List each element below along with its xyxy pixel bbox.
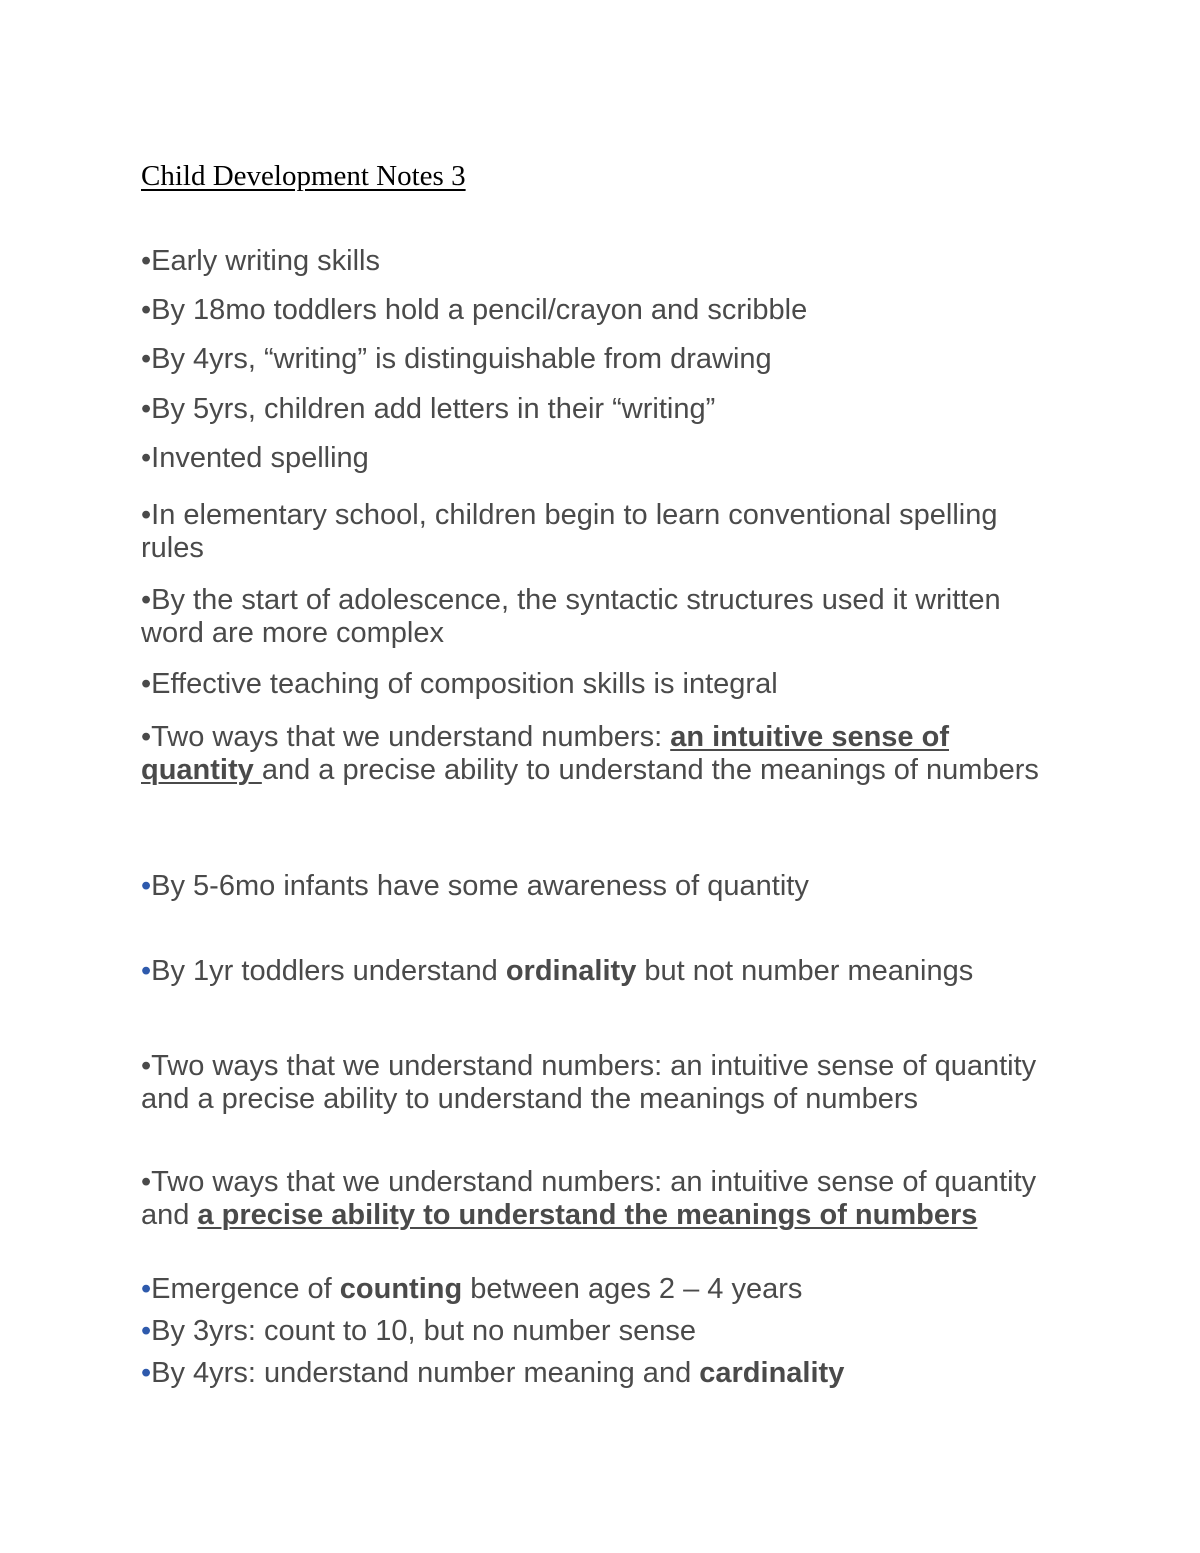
bullet: • [141, 955, 152, 987]
list-item [141, 1050, 1041, 1115]
bullet: • [141, 870, 152, 902]
list-item [141, 721, 1041, 786]
bullet: • [141, 1050, 152, 1082]
list-item [141, 584, 1041, 649]
bullet: • [141, 1357, 152, 1389]
emphasis-text: a precise ability to understand the meanings of numbers [197, 1198, 978, 1231]
item-text: In elementary school, children begin to learn conventional spelling rules [141, 499, 998, 564]
bullet: • [141, 442, 152, 474]
bullet: • [141, 1166, 152, 1198]
bullet: • [141, 584, 152, 616]
emphasis-text: an intuitive sense of quantity [141, 721, 949, 786]
item-text: By 5yrs, children add letters in their “writing” [151, 393, 716, 425]
list-item [141, 1273, 1041, 1306]
item-text: Two ways that we understand numbers: [151, 721, 671, 753]
bullet: • [141, 245, 152, 277]
item-text: but not number meanings [636, 955, 974, 987]
list-item [141, 294, 1041, 327]
item-text: By the start of adolescence, the syntactic structures used it written word are more complex [141, 584, 1001, 649]
item-text: By 4yrs: understand number meaning and [151, 1357, 700, 1389]
list-item [141, 668, 1041, 701]
bullet: • [141, 393, 152, 425]
document-title: Child Development Notes 3 [141, 160, 466, 192]
item-text: Effective teaching of composition skills is integral [151, 668, 778, 700]
item-text: By 4yrs, “writing” is distinguishable from drawing [151, 343, 772, 375]
bullet: • [141, 294, 152, 326]
bullet: • [141, 721, 152, 753]
item-text: By 5-6mo infants have some awareness of quantity [151, 870, 809, 902]
list-item [141, 245, 1041, 278]
list-item [141, 442, 1041, 475]
list-item [141, 1166, 1041, 1231]
item-text: Two ways that we understand numbers: an intuitive sense of quantity and a precise ability to understand the meanings of numbers [141, 1050, 1037, 1115]
item-text: Early writing skills [151, 245, 380, 277]
list-item [141, 870, 1041, 903]
bullet: • [141, 1273, 152, 1305]
list-item [141, 955, 1041, 988]
bullet: • [141, 1315, 152, 1347]
item-text: By 1yr toddlers understand [151, 955, 506, 987]
emphasis-text: counting [339, 1273, 463, 1305]
item-text: and a precise ability to understand the meanings of numbers [261, 753, 1039, 786]
list-item [141, 1357, 1041, 1390]
list-item [141, 1315, 1041, 1348]
bullet: • [141, 343, 152, 375]
list-item [141, 499, 1041, 564]
item-text: Invented spelling [151, 442, 369, 474]
emphasis-text: ordinality [505, 955, 637, 987]
list-item [141, 343, 1041, 376]
emphasis-text: cardinality [699, 1357, 845, 1389]
bullet: • [141, 668, 152, 700]
item-text: By 3yrs: count to 10, but no number sense [151, 1315, 697, 1347]
item-text: By 18mo toddlers hold a pencil/crayon and scribble [151, 294, 808, 326]
item-text: Two ways that we understand numbers: an intuitive sense of quantity and [141, 1166, 1037, 1231]
list-item [141, 393, 1041, 426]
item-text: Emergence of [151, 1273, 340, 1305]
item-text: between ages 2 – 4 years [462, 1273, 803, 1305]
bullet: • [141, 499, 152, 531]
